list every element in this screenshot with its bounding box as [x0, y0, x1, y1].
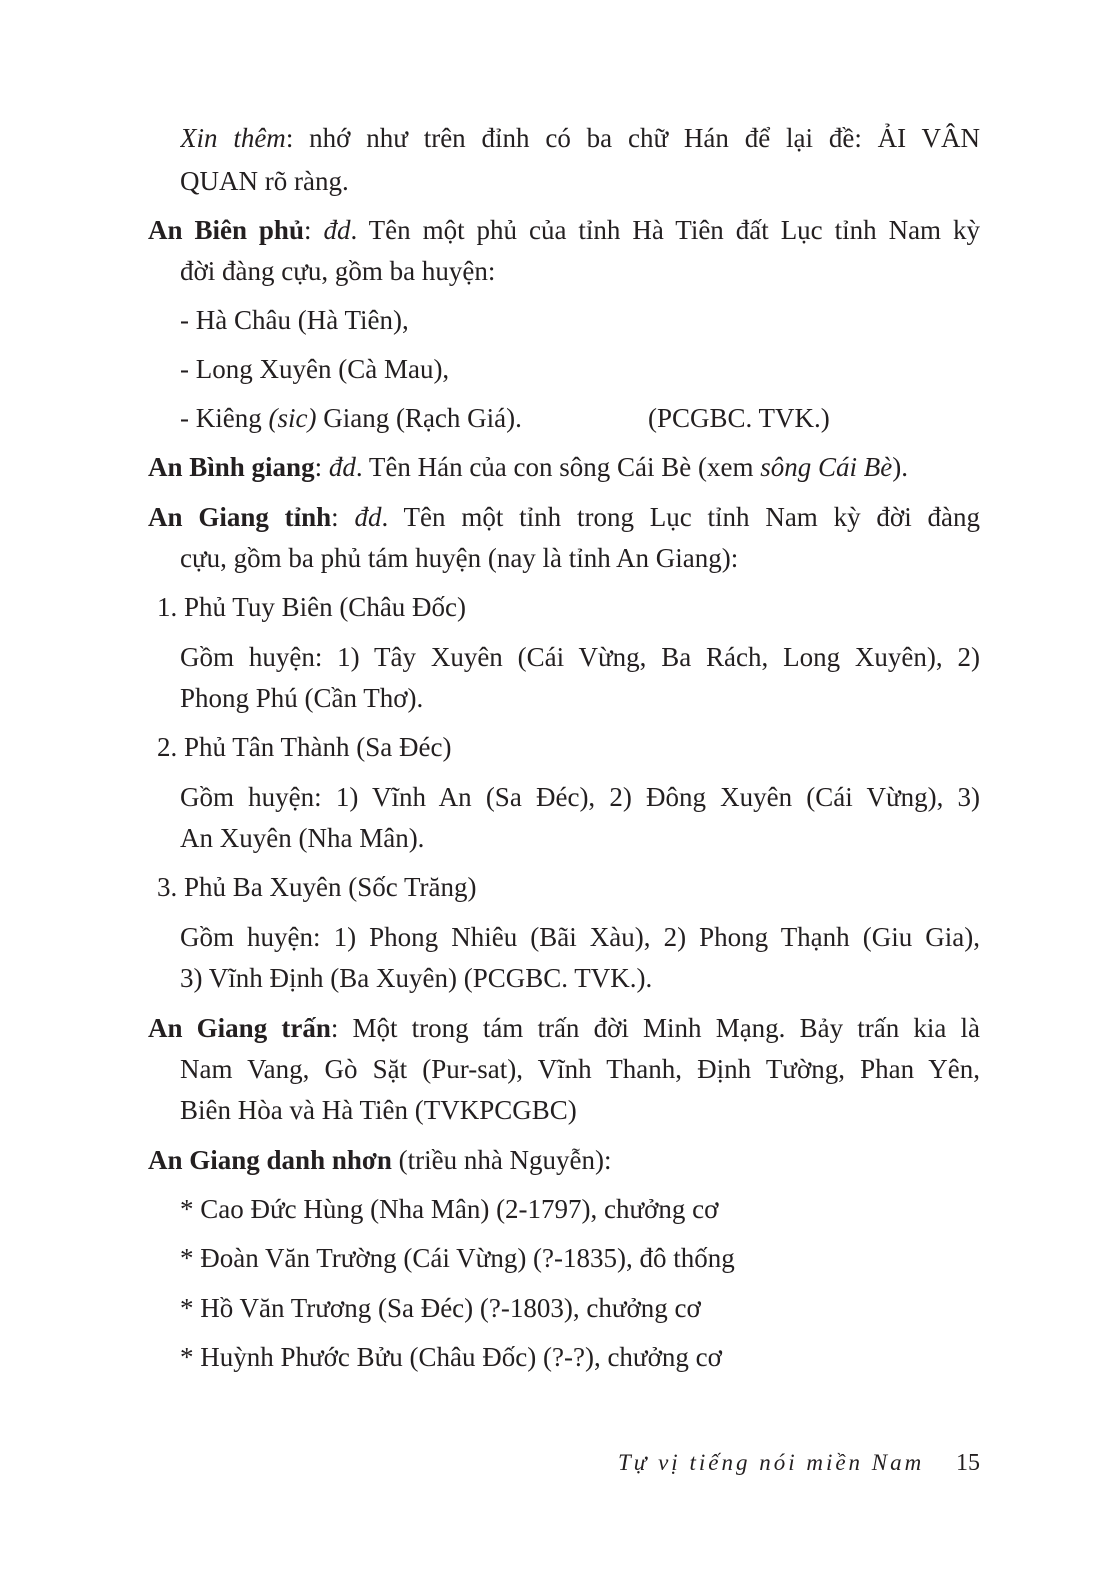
body-text: * Hồ Văn Trương (Sa Đéc) (?-1803), chưởng cơ: [180, 1293, 701, 1323]
body-text: - Long Xuyên (Cà Mau),: [180, 354, 450, 384]
text-line: [180, 820, 424, 856]
text-line: [180, 1339, 722, 1375]
text-line: [157, 869, 477, 905]
body-text: 1. Phủ Tuy Biên (Châu Đốc): [157, 592, 467, 622]
body-text: (triều nhà Nguyễn):: [391, 1145, 612, 1175]
body-text: Giang (Rạch Giá).: [316, 403, 522, 433]
body-text: Nam Vang, Gò Sặt (Pur-sat), Vĩnh Thanh, Định Tường, Phan Yên,: [180, 1054, 980, 1084]
body-text: Gồm huyện: 1) Vĩnh An (Sa Đéc), 2) Đông Xuyên (Cái Vừng), 3): [180, 782, 980, 812]
entry-term: An Giang trấn: [148, 1013, 331, 1043]
body-text: :: [314, 452, 329, 482]
body-text: * Huỳnh Phước Bửu (Châu Đốc) (?-?), chưởng cơ: [180, 1342, 722, 1372]
text-line: [180, 253, 495, 289]
italic-text: (sic): [268, 403, 317, 433]
body-text: 3) Vĩnh Định (Ba Xuyên) (PCGBC. TVK.).: [180, 963, 653, 993]
text-line: [180, 680, 423, 716]
body-text: * Cao Đức Hùng (Nha Mân) (2-1797), chưởng cơ: [180, 1194, 719, 1224]
entry-term: An Giang danh nhơn: [148, 1145, 392, 1175]
entry-headline: [148, 212, 980, 248]
body-text: ).: [892, 452, 908, 482]
body-text: 3. Phủ Ba Xuyên (Sốc Trăng): [157, 872, 477, 902]
text-line: [180, 302, 409, 338]
italic-text: đd: [354, 502, 382, 532]
body-text: cựu, gồm ba phủ tám huyện (nay là tỉnh An Giang):: [180, 543, 739, 573]
body-text: :: [331, 502, 355, 532]
source-citation: (PCGBC. TVK.): [648, 403, 830, 433]
entry-headline: [148, 1010, 980, 1046]
body-text: Phong Phú (Cần Thơ).: [180, 683, 424, 713]
entry-headline: [148, 449, 908, 485]
entry-term: An Biên phủ: [148, 215, 304, 245]
body-text: . Tên Hán của con sông Cái Bè (xem: [355, 452, 761, 482]
text-line: [180, 540, 738, 576]
body-text: - Kiêng: [180, 403, 269, 433]
text-line: [180, 351, 449, 387]
body-text: An Xuyên (Nha Mân).: [180, 823, 425, 853]
italic-text: Xin thêm: [180, 123, 286, 153]
text-line: [180, 960, 652, 996]
body-text: : nhớ như trên đỉnh có ba chữ Hán để lại đề: ẢI VÂN: [285, 123, 980, 153]
running-title: Tự vị tiếng nói miền Nam: [618, 1450, 925, 1475]
entry-term: An Giang tỉnh: [148, 502, 332, 532]
text-line: [180, 1240, 735, 1276]
body-text: Biên Hòa và Hà Tiên (TVKPCGBC): [180, 1095, 577, 1125]
text-line: [180, 163, 349, 199]
text-line: [180, 639, 980, 675]
text-line: [180, 1092, 577, 1128]
body-text: - Hà Châu (Hà Tiên),: [180, 305, 409, 335]
text-line: [180, 1191, 718, 1227]
italic-text: sông Cái Bè: [760, 452, 893, 482]
body-text: 2. Phủ Tân Thành (Sa Đéc): [157, 732, 452, 762]
body-text: Gồm huyện: 1) Tây Xuyên (Cái Vừng, Ba Rách, Long Xuyên), 2): [180, 642, 980, 672]
text-line: [157, 589, 466, 625]
body-text: . Tên một phủ của tỉnh Hà Tiên đất Lục tỉnh Nam kỳ: [350, 215, 980, 245]
entry-headline: [148, 499, 980, 535]
page-footer: [618, 1446, 980, 1480]
text-line: [180, 779, 980, 815]
text-line: [180, 1290, 701, 1326]
text-line: [180, 1051, 980, 1087]
body-text: . Tên một tỉnh trong Lục tỉnh Nam kỳ đời đàng: [381, 502, 980, 532]
entry-headline: [148, 1142, 612, 1178]
italic-text: đd: [328, 452, 356, 482]
text-line: [180, 120, 980, 156]
body-text: Gồm huyện: 1) Phong Nhiêu (Bãi Xàu), 2) Phong Thạnh (Giu Gia),: [180, 922, 980, 952]
body-text: : Một trong tám trấn đời Minh Mạng. Bảy trấn kia là: [330, 1013, 980, 1043]
text-line: [180, 400, 830, 436]
text-line: [180, 919, 980, 955]
body-text: đời đàng cựu, gồm ba huyện:: [180, 256, 496, 286]
italic-text: đd: [323, 215, 351, 245]
body-text: QUAN rõ ràng.: [180, 166, 349, 196]
entry-term: An Bình giang: [148, 452, 315, 482]
text-line: [157, 729, 451, 765]
body-text: * Đoàn Văn Trường (Cái Vừng) (?-1835), đô thống: [180, 1243, 735, 1273]
page-number: 15: [956, 1450, 980, 1476]
body-text: :: [303, 215, 324, 245]
